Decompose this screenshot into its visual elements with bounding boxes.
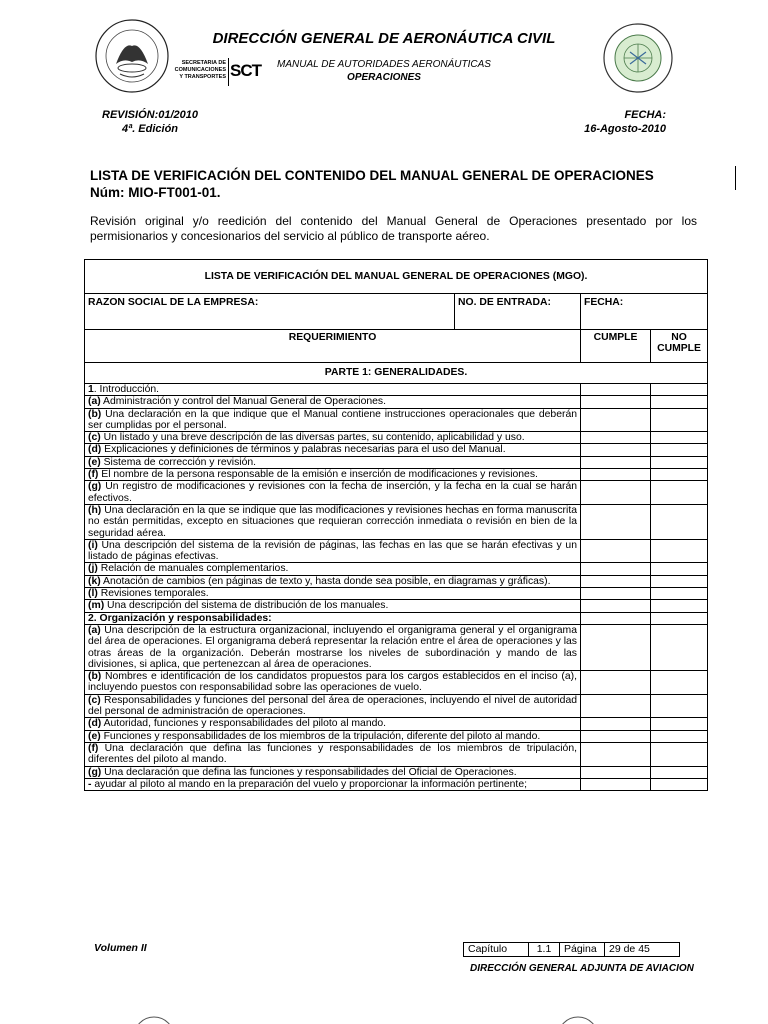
no-cumple-cell[interactable] — [651, 575, 708, 587]
requirement-text — [85, 469, 581, 481]
checklist-rows — [85, 384, 708, 791]
no-cumple-cell[interactable] — [651, 539, 708, 563]
requirement-tag: 1 — [88, 384, 94, 395]
entry-number-field[interactable]: NO. DE ENTRADA: — [455, 294, 581, 330]
requirement-tag: 2. Organización y responsabilidades: — [88, 612, 272, 624]
no-cumple-cell[interactable] — [651, 481, 708, 505]
checklist-title: LISTA DE VERIFICACIÓN DEL MANUAL GENERAL DE OPERACIONES (MGO). — [85, 260, 708, 294]
cumple-cell[interactable] — [581, 612, 651, 624]
requirement-text — [85, 539, 581, 563]
requirement-text — [85, 504, 581, 539]
no-cumple-cell[interactable] — [651, 742, 708, 766]
no-cumple-cell[interactable] — [651, 694, 708, 718]
checklist-row — [85, 671, 708, 695]
requirement-tag: (e) — [88, 730, 101, 742]
no-cumple-cell[interactable] — [651, 504, 708, 539]
header-section: OPERACIONES — [347, 72, 421, 83]
fecha-label: FECHA: — [624, 109, 666, 121]
checklist-row — [85, 612, 708, 624]
no-cumple-cell[interactable] — [651, 456, 708, 468]
sct-abbr: SCT — [230, 61, 261, 80]
cumple-cell[interactable] — [581, 469, 651, 481]
sct-text-line3: Y TRANSPORTES — [179, 74, 226, 80]
no-cumple-cell[interactable] — [651, 588, 708, 600]
requirement-body: Una declaración en la que indique que el Manual contiene instrucciones operacionales que deberán ser cumplidas por el personal. — [88, 408, 577, 431]
requirement-body: . Introducción. — [93, 384, 160, 395]
column-header-requirement: REQUERIMIENTO — [85, 330, 581, 363]
page-value: 29 de 45 — [605, 943, 680, 957]
requirement-text — [85, 730, 581, 742]
checklist-row — [85, 624, 708, 670]
cumple-cell[interactable] — [581, 778, 651, 790]
text-cursor — [735, 166, 736, 190]
requirement-text — [85, 588, 581, 600]
requirement-text — [85, 612, 581, 624]
checklist-row — [85, 575, 708, 587]
bottom-seal-left — [124, 1015, 184, 1024]
edition: 4ª. Edición — [122, 123, 179, 135]
column-header-no-cumple: NO CUMPLE — [651, 330, 708, 363]
requirement-body: Autoridad, funciones y responsabilidades del piloto al mando. — [101, 718, 387, 730]
chapter-value: 1.1 — [529, 943, 560, 957]
checklist-row — [85, 384, 708, 396]
checklist-row — [85, 778, 708, 790]
checklist-row — [85, 730, 708, 742]
chapter-label: Capítulo — [464, 943, 529, 957]
no-cumple-cell[interactable] — [651, 563, 708, 575]
no-cumple-cell[interactable] — [651, 384, 708, 396]
requirement-body: Una descripción del sistema de distribución de los manuales. — [104, 600, 389, 612]
requirement-text — [85, 408, 581, 432]
date-field[interactable]: FECHA: — [581, 294, 708, 330]
cumple-cell[interactable] — [581, 539, 651, 563]
revision: REVISIÓN:01/2010 — [102, 109, 198, 121]
requirement-tag: (g) — [88, 766, 102, 778]
cumple-cell[interactable] — [581, 600, 651, 612]
requirement-tag: (d) — [88, 718, 102, 730]
requirement-text — [85, 432, 581, 444]
requirement-body: Relación de manuales complementarios. — [97, 563, 289, 575]
intro-paragraph: Revisión original y/o reedición del contenido del Manual General de Operaciones presentado por los permisionarios y concesionarios del servicio al público de transporte aéreo. — [90, 214, 697, 243]
bottom-seal-right — [548, 1015, 608, 1024]
no-cumple-cell[interactable] — [651, 671, 708, 695]
checklist-row — [85, 396, 708, 408]
requirement-text — [85, 778, 581, 790]
requirement-tag: (c) — [88, 694, 101, 706]
requirement-body: Funciones y responsabilidades de los miembros de la tripulación, diferente del piloto al mando. — [100, 730, 541, 742]
cumple-cell[interactable] — [581, 432, 651, 444]
checklist-row — [85, 432, 708, 444]
checklist-row — [85, 694, 708, 718]
checklist-row — [85, 504, 708, 539]
checklist-row — [85, 563, 708, 575]
requirement-text — [85, 766, 581, 778]
requirement-text — [85, 481, 581, 505]
requirement-text — [85, 694, 581, 718]
requirement-tag: (m) — [88, 600, 105, 612]
no-cumple-cell[interactable] — [651, 766, 708, 778]
requirement-body: Nombres e identificación de los candidatos propuestos para los cargos establecidos en el inciso (a), incluyendo puestos con responsabilidad sobre las operaciones de vuelo. — [88, 671, 577, 694]
checklist-table — [84, 259, 708, 791]
requirement-text — [85, 600, 581, 612]
requirement-text — [85, 624, 581, 670]
requirement-body: Una declaración en la que se indique que las modificaciones y revisiones hechas en forma manuscrita no están permitidas, excepto en situaciones que requieran corrección inmediata o revisión en bien de la seguridad aérea. — [88, 504, 577, 539]
header-title: DIRECCIÓN GENERAL DE AERONÁUTICA CIVIL — [212, 30, 556, 47]
checklist-row — [85, 481, 708, 505]
requirement-text — [85, 575, 581, 587]
requirement-text — [85, 384, 581, 396]
requirement-tag: (j) — [88, 563, 98, 575]
requirement-body: Responsabilidades y funciones del personal del área de operaciones, incluyendo el nivel de autoridad del personal de administración de operaciones. — [88, 694, 577, 718]
part-header: PARTE 1: GENERALIDADES. — [85, 363, 708, 384]
footer-volume: Volumen II — [94, 942, 147, 954]
requirement-tag: (e) — [88, 456, 101, 468]
checklist-row — [85, 600, 708, 612]
no-cumple-cell[interactable] — [651, 432, 708, 444]
requirement-body: Administración y control del Manual General de Operaciones. — [100, 396, 387, 408]
no-cumple-cell[interactable] — [651, 730, 708, 742]
requirement-body: Revisiones temporales. — [97, 588, 209, 600]
requirement-tag: (f) — [88, 469, 99, 481]
cumple-cell[interactable] — [581, 504, 651, 539]
page-label: Página — [560, 943, 605, 957]
requirement-body: Una descripción del sistema de la revisión de páginas, las fechas en las que se harán efectivas y un listado de páginas efectivas. — [88, 539, 577, 563]
checklist-row — [85, 766, 708, 778]
requirement-body: El nombre de la persona responsable de la emisión e inserción de modificaciones y revisiones. — [98, 469, 538, 481]
checklist-row — [85, 588, 708, 600]
cumple-cell[interactable] — [581, 575, 651, 587]
requirement-tag: (b) — [88, 671, 102, 683]
requirement-tag: (d) — [88, 444, 102, 456]
no-cumple-cell[interactable] — [651, 778, 708, 790]
requirement-body: Una descripción de la estructura organizacional, incluyendo el organigrama general y el organigrama del área de operaciones. El organigrama deberá representar la relación entre el área de operaciones y las otras áreas de la organización. Deberán mostrarse los niveles de subordinación y mando de las divisiones, si aplica, que pertenezcan al área de operaciones. — [88, 624, 577, 670]
cumple-cell[interactable] — [581, 444, 651, 456]
requirement-text — [85, 742, 581, 766]
requirement-tag: (k) — [88, 575, 101, 587]
checklist-row — [85, 456, 708, 468]
requirement-body: Un listado y una breve descripción de las diversas partes, su contenido, aplicabilidad y uso. — [100, 432, 525, 444]
checklist-row — [85, 444, 708, 456]
requirement-text — [85, 396, 581, 408]
requirement-tag: (f) — [88, 742, 99, 754]
requirement-body: Una declaración que defina las funciones y responsabilidades del Oficial de Operaciones. — [101, 766, 517, 778]
cumple-cell[interactable] — [581, 563, 651, 575]
cumple-cell[interactable] — [581, 456, 651, 468]
dgac-seal-logo — [602, 22, 674, 94]
requirement-tag: (c) — [88, 432, 101, 444]
requirement-tag: - — [88, 778, 92, 790]
requirement-body: Sistema de corrección y revisión. — [100, 456, 257, 468]
requirement-text — [85, 563, 581, 575]
no-cumple-cell[interactable] — [651, 600, 708, 612]
requirement-tag: (i) — [88, 539, 98, 551]
requirement-tag: (h) — [88, 504, 102, 516]
no-cumple-cell[interactable] — [651, 718, 708, 730]
cumple-cell[interactable] — [581, 766, 651, 778]
requirement-tag: (g) — [88, 481, 102, 493]
sct-text-line1: SECRETARIA DE — [181, 60, 226, 66]
requirement-text — [85, 671, 581, 695]
cumple-cell[interactable] — [581, 624, 651, 670]
cumple-cell[interactable] — [581, 588, 651, 600]
requirement-text — [85, 444, 581, 456]
requirement-text — [85, 456, 581, 468]
requirement-body: Una declaración que defina las funciones y responsabilidades de los miembros de tripulación, diferentes del piloto al mando. — [88, 742, 577, 766]
footer-direction: DIRECCIÓN GENERAL ADJUNTA DE AVIACION — [470, 963, 694, 974]
column-header-cumple: CUMPLE — [581, 330, 651, 363]
requirement-body: Anotación de cambios (en páginas de texto y, hasta donde sea posible, en diagramas y gráficas). — [100, 575, 551, 587]
cumple-cell[interactable] — [581, 408, 651, 432]
checklist-row — [85, 408, 708, 432]
no-cumple-cell[interactable] — [651, 396, 708, 408]
checklist-row — [85, 539, 708, 563]
checklist-row — [85, 718, 708, 730]
cumple-cell[interactable] — [581, 384, 651, 396]
no-cumple-cell[interactable] — [651, 612, 708, 624]
no-cumple-cell[interactable] — [651, 408, 708, 432]
page-info-table — [463, 942, 680, 957]
requirement-tag: (b) — [88, 408, 102, 420]
requirement-tag: (a) — [88, 624, 101, 636]
checklist-row — [85, 742, 708, 766]
cumple-cell[interactable] — [581, 694, 651, 718]
cumple-cell[interactable] — [581, 671, 651, 695]
cumple-cell[interactable] — [581, 396, 651, 408]
cumple-cell[interactable] — [581, 742, 651, 766]
no-cumple-cell[interactable] — [651, 444, 708, 456]
fecha-value: 16-Agosto-2010 — [584, 123, 666, 135]
requirement-text — [85, 718, 581, 730]
checklist-row — [85, 469, 708, 481]
document-title: LISTA DE VERIFICACIÓN DEL CONTENIDO DEL MANUAL GENERAL DE OPERACIONES — [90, 168, 654, 183]
no-cumple-cell[interactable] — [651, 469, 708, 481]
cumple-cell[interactable] — [581, 718, 651, 730]
header-subtitle: MANUAL DE AUTORIDADES AERONÁUTICAS — [277, 59, 491, 70]
company-name-field[interactable]: RAZON SOCIAL DE LA EMPRESA: — [85, 294, 455, 330]
requirement-body: ayudar al piloto al mando en la preparación del vuelo y proporcionar la información pertinente; — [91, 778, 527, 790]
requirement-tag: (a) — [88, 396, 101, 408]
requirement-body: Explicaciones y definiciones de términos y palabras necesarias para el uso del Manual. — [101, 444, 506, 456]
requirement-tag: (l) — [88, 588, 98, 600]
requirement-body: Un registro de modificaciones y revisiones con la fecha de inserción, y la fecha en la cual se harán efectivos. — [88, 481, 577, 504]
sct-text-line2: COMUNICACIONES — [174, 67, 226, 73]
cumple-cell[interactable] — [581, 481, 651, 505]
cumple-cell[interactable] — [581, 730, 651, 742]
document-number: Núm: MIO-FT001-01. — [90, 185, 221, 200]
no-cumple-cell[interactable] — [651, 624, 708, 670]
